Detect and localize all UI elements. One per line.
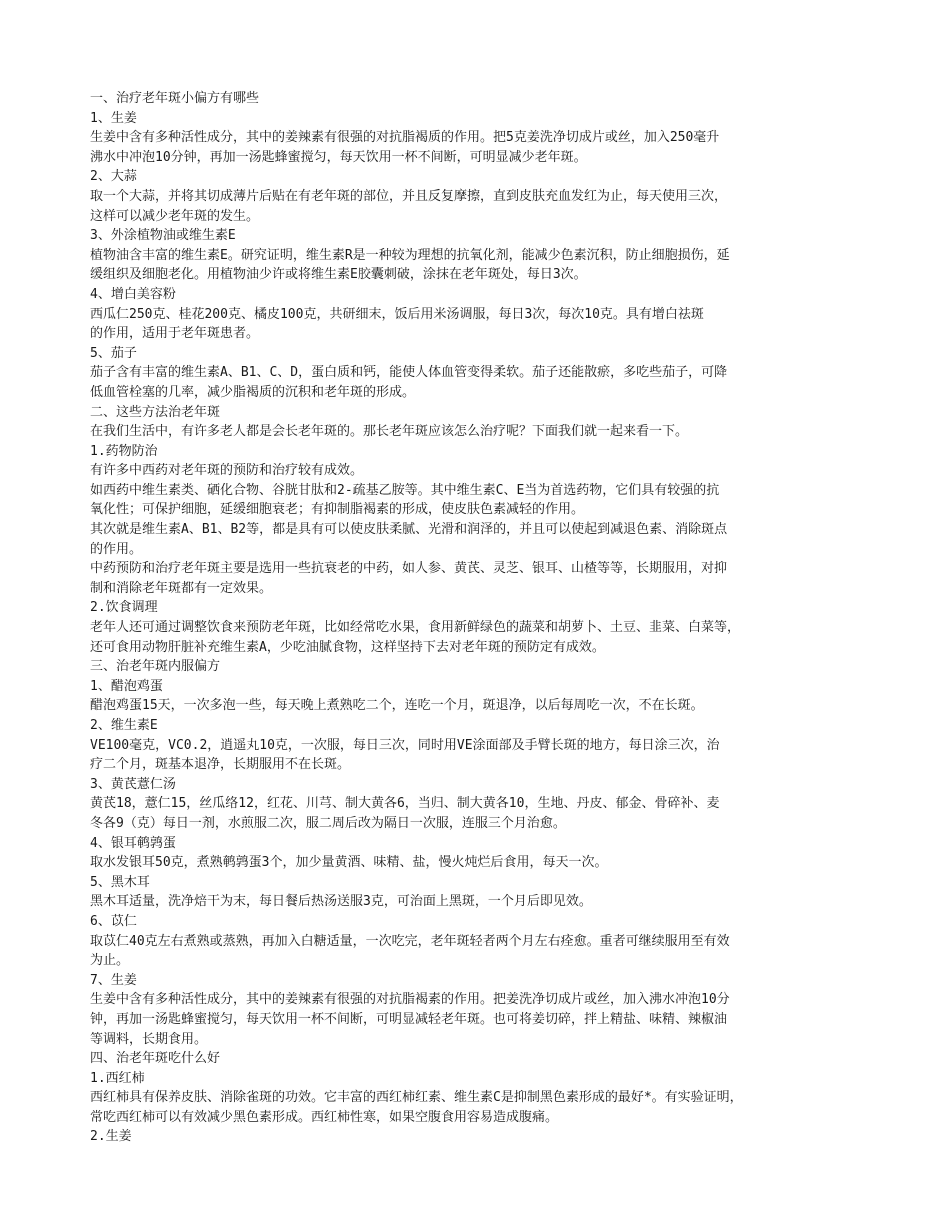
section-heading (90, 716, 870, 736)
section-heading (90, 1069, 870, 1089)
text-line: 二、这些方法治老年斑 (90, 404, 221, 420)
text-line: 疗二个月，斑基本退净，长期服用不在长斑。 (90, 757, 351, 773)
section-heading (90, 1049, 870, 1069)
text-line: 三、治老年斑内服偏方 (90, 659, 221, 675)
text-line: 1、生姜 (90, 110, 137, 126)
text-line: 氧化性；可保护细胞，延缓细胞衰老；有抑制脂褐素的形成，使皮肤色素减轻的作用。 (90, 502, 585, 518)
text-line: 低血管栓塞的几率，减少脂褐质的沉积和老年斑的形成。 (90, 384, 416, 400)
paragraph (90, 990, 870, 1049)
text-line: 1.药物防治 (90, 443, 158, 459)
text-line: 这样可以减少老年斑的发生。 (90, 208, 260, 224)
text-line: 的作用。 (90, 541, 143, 557)
text-line: 中药预防和治疗老年斑主要是选用一些抗衰老的中药，如人参、黄芪、灵芝、银耳、山楂等等，长期服用，对抑 (90, 561, 728, 577)
text-line: 1、醋泡鸡蛋 (90, 678, 163, 694)
paragraph (90, 892, 870, 912)
paragraph (90, 696, 870, 716)
text-line: 5、黑木耳 (90, 874, 150, 890)
section-heading (90, 677, 870, 697)
text-line: 西瓜仁250克、桂花200克、橘皮100克，共研细末，饭后用米汤调服，每日3次，每次10克。具有增白祛斑 (90, 306, 704, 322)
text-line: 一、治疗老年斑小偏方有哪些 (90, 91, 260, 106)
text-line: 生姜中含有多种活性成分，其中的姜辣素有很强的对抗脂褐素的作用。把姜洗净切成片或丝，加入沸水冲泡10分 (90, 992, 730, 1008)
paragraph (90, 736, 870, 775)
text-line: 老年人还可通过调整饮食来预防老年斑，比如经常吃水果，食用新鲜绿色的蔬菜和胡萝卜、土豆、韭菜、白菜等， (90, 620, 741, 636)
section-heading (90, 109, 870, 129)
section-heading (90, 89, 870, 109)
text-line: 为止。 (90, 953, 130, 969)
paragraph (90, 1088, 870, 1127)
section-heading (90, 442, 870, 462)
paragraph (90, 363, 870, 402)
text-line: 有许多中西药对老年斑的预防和治疗较有成效。 (90, 463, 364, 479)
text-line: 6、苡仁 (90, 913, 137, 929)
text-line: 取水发银耳50克，煮熟鹌鹑蛋3个，加少量黄酒、味精、盐，慢火炖烂后食用，每天一次。 (90, 855, 608, 871)
text-line: 2、大蒜 (90, 169, 137, 185)
document-body (90, 89, 870, 1147)
section-heading (90, 834, 870, 854)
section-heading (90, 912, 870, 932)
section-heading (90, 167, 870, 187)
section-heading (90, 1127, 870, 1147)
text-line: 3、外涂植物油或维生素E (90, 228, 236, 244)
text-line: 茄子含有丰富的维生素A、B1、C、D，蛋白质和钙，能使人体血管变得柔软。茄子还能散瘀，多吃些茄子，可降 (90, 365, 728, 381)
text-line: 4、增白美容粉 (90, 286, 176, 302)
paragraph (90, 932, 870, 971)
section-heading (90, 403, 870, 423)
paragraph (90, 481, 870, 520)
text-line: 还可食用动物肝脏补充维生素A，少吃油腻食物，这样坚持下去对老年斑的预防定有成效。 (90, 639, 605, 655)
text-line: 在我们生活中，有许多老人都是会长老年斑的。那长老年斑应该怎么治疗呢？下面我们就一起来看一下。 (90, 424, 689, 440)
text-line: 5、茄子 (90, 345, 137, 361)
paragraph (90, 794, 870, 833)
paragraph (90, 559, 870, 598)
paragraph (90, 305, 870, 344)
text-line: 缓组织及细胞老化。用植物油少许或将维生素E胶囊刺破，涂抹在老年斑处，每日3次。 (90, 267, 587, 283)
section-heading (90, 285, 870, 305)
paragraph (90, 187, 870, 226)
text-line: 取苡仁40克左右煮熟或蒸熟，再加入白糖适量，一次吃完，老年斑轻者两个月左右痊愈。重者可继续服用至有效 (90, 933, 730, 949)
paragraph (90, 520, 870, 559)
text-line: 西红柿具有保养皮肤、消除雀斑的功效。它丰富的西红柿红素、维生素C是抑制黑色素形成的最好*。有实验证明， (90, 1090, 743, 1106)
paragraph (90, 461, 870, 481)
text-line: 取一个大蒜，并将其切成薄片后贴在有老年斑的部位，并且反复摩擦，直到皮肤充血发红为止，每天使用三次， (90, 188, 728, 204)
paragraph (90, 853, 870, 873)
text-line: 四、治老年斑吃什么好 (90, 1051, 221, 1067)
paragraph (90, 246, 870, 285)
paragraph (90, 422, 870, 442)
text-line: 制和消除老年斑都有一定效果。 (90, 580, 273, 596)
paragraph (90, 128, 870, 167)
text-line: 常吃西红柿可以有效减少黑色素形成。西红柿性寒，如果空腹食用容易造成腹痛。 (90, 1109, 559, 1125)
section-heading (90, 971, 870, 991)
section-heading (90, 344, 870, 364)
section-heading (90, 873, 870, 893)
text-line: 沸水中冲泡10分钟，再加一汤匙蜂蜜搅匀，每天饮用一杯不间断，可明显减少老年斑。 (90, 149, 587, 165)
section-heading (90, 598, 870, 618)
text-line: 1.西红柿 (90, 1070, 145, 1086)
text-line: 2.饮食调理 (90, 600, 158, 616)
text-line: 等调料，长期食用。 (90, 1031, 208, 1047)
text-line: 钟，再加一汤匙蜂蜜搅匀，每天饮用一杯不间断，可明显减轻老年斑。也可将姜切碎，拌上精盐、味精、辣椒油 (90, 1011, 728, 1027)
text-line: 植物油含丰富的维生素E。研究证明，维生素R是一种较为理想的抗氧化剂，能减少色素沉积，防止细胞损伤，延 (90, 247, 730, 263)
text-line: 生姜中含有多种活性成分，其中的姜辣素有很强的对抗脂褐质的作用。把5克姜洗净切成片或丝，加入250毫升 (90, 130, 720, 146)
text-line: 2.生姜 (90, 1129, 132, 1145)
text-line: 黄芪18，薏仁15，丝瓜络12，红花、川芎、制大黄各6，当归、制大黄各10，生地、丹皮、郁金、骨碎补、麦 (90, 796, 720, 812)
text-line: 4、银耳鹌鹑蛋 (90, 835, 176, 851)
text-line: 3、黄芪薏仁汤 (90, 776, 176, 792)
text-line: VE100毫克，VC0.2，逍遥丸10克，一次服，每日三次，同时用VE涂面部及手臂长斑的地方，每日涂三次，治 (90, 737, 720, 753)
text-line: 黑木耳适量，洗净焙干为末，每日餐后热汤送服3克，可治面上黑斑，一个月后即见效。 (90, 894, 592, 910)
text-line: 其次就是维生素A、B1、B2等，都是具有可以使皮肤柔腻、光滑和润泽的，并且可以使起到减退色素、消除斑点 (90, 522, 728, 538)
text-line: 的作用，适用于老年斑患者。 (90, 326, 260, 342)
section-heading (90, 775, 870, 795)
text-line: 2、维生素E (90, 718, 158, 733)
text-line: 醋泡鸡蛋15天，一次多泡一些，每天晚上煮熟吃二个，连吃一个月，斑退净，以后每周吃一次，不在长斑。 (90, 698, 704, 714)
paragraph (90, 618, 870, 657)
section-heading (90, 226, 870, 246)
section-heading (90, 657, 870, 677)
text-line: 冬各9（克）每日一剂，水煎服二次，服二周后改为隔日一次服，连服三个月治愈。 (90, 815, 566, 831)
text-line: 7、生姜 (90, 972, 137, 988)
text-line: 如西药中维生素类、硒化合物、谷胱甘肽和2-疏基乙胺等。其中维生素C、E当为首选药物，它们具有较强的抗 (90, 482, 720, 498)
